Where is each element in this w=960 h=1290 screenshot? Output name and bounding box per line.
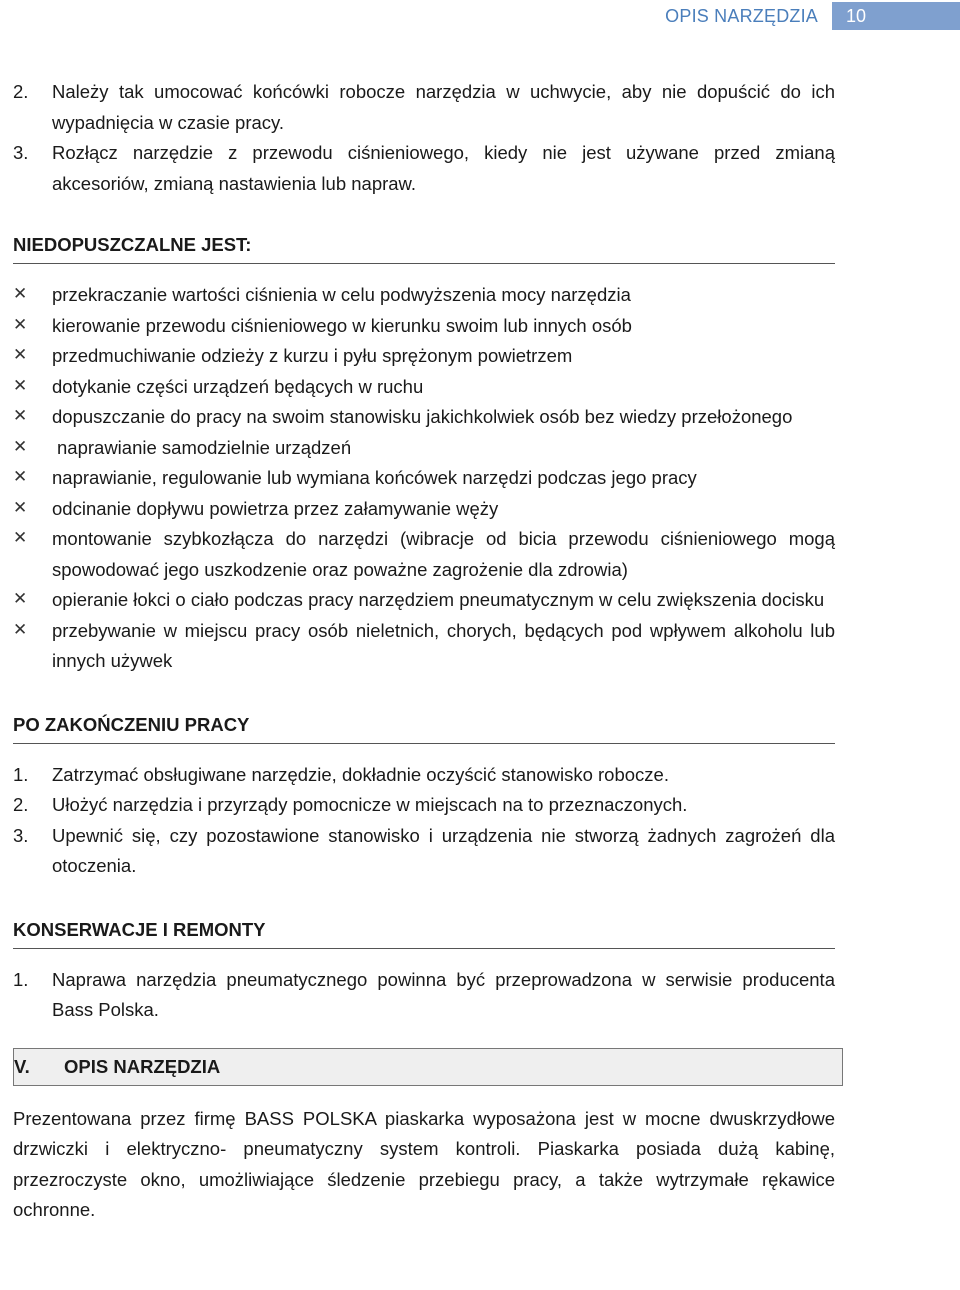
list-item bbox=[13, 965, 835, 1026]
item-text: Ułożyć narzędzia i przyrządy pomocnicze w miejscach na to przeznaczonych. bbox=[52, 794, 688, 815]
list-item bbox=[13, 790, 835, 821]
item-text: Rozłącz narzędzie z przewodu ciśnieniowego, kiedy nie jest używane przed zmianą akcesoriów, zmianą nastawienia lub napraw. bbox=[52, 142, 835, 194]
list-item bbox=[13, 77, 835, 138]
item-text: Zatrzymać obsługiwane narzędzie, dokładnie oczyścić stanowisko robocze. bbox=[52, 763, 669, 785]
cross-icon: ✕ bbox=[13, 619, 28, 639]
item-number: 3. bbox=[13, 824, 29, 846]
list-item bbox=[13, 616, 835, 677]
item-number: 2. bbox=[13, 81, 29, 102]
cross-icon: ✕ bbox=[13, 345, 28, 364]
cross-icon: ✕ bbox=[13, 467, 28, 486]
item-number: 1. bbox=[13, 968, 29, 990]
page-number: 10 bbox=[832, 2, 960, 30]
item-number: 2. bbox=[13, 794, 29, 815]
item-text: dotykanie części urządzeń będących w ruchu bbox=[52, 375, 424, 397]
list-item bbox=[13, 311, 835, 342]
cross-icon: ✕ bbox=[13, 375, 28, 395]
list-item bbox=[13, 524, 835, 585]
cross-icon: ✕ bbox=[13, 497, 28, 517]
cross-icon: ✕ bbox=[13, 589, 28, 608]
header-title: OPIS NARZĘDZIA bbox=[665, 6, 818, 26]
list-item bbox=[13, 280, 835, 311]
section-title: OPIS NARZĘDZIA bbox=[64, 1055, 221, 1077]
document-body bbox=[13, 77, 835, 1226]
after-work-heading: PO ZAKOŃCZENIU PRACY bbox=[13, 713, 835, 744]
list-item bbox=[13, 821, 835, 882]
maintenance-heading: KONSERWACJE I REMONTY bbox=[13, 918, 835, 949]
item-text: Naprawa narzędzia pneumatycznego powinna być przeprowadzona w serwisie producenta Bass Polska. bbox=[52, 968, 835, 1020]
list-item bbox=[13, 138, 835, 199]
intro-list bbox=[13, 77, 835, 199]
item-text: Upewnić się, czy pozostawione stanowisko i urządzenia nie stworzą żadnych zagrożeń dla otoczenia. bbox=[52, 824, 835, 876]
item-text: odcinanie dopływu powietrza przez załamywanie węży bbox=[52, 497, 499, 519]
forbidden-list bbox=[13, 280, 835, 677]
section-v-heading bbox=[13, 1048, 843, 1086]
maintenance-list bbox=[13, 965, 835, 1026]
description-paragraph: Prezentowana przez firmę BASS POLSKA piaskarka wyposażona jest w mocne dwuskrzydłowe drzwiczki i elektryczno- pneumatyczny system kontroli. Piaskarka posiada dużą kabinę, przezroczyste okno, umożliwiające śledzenie przebiegu pracy, a także wytrzymałe rękawice ochronne. bbox=[13, 1107, 835, 1220]
after-work-list bbox=[13, 760, 835, 882]
list-item bbox=[13, 760, 835, 791]
list-item bbox=[13, 402, 835, 433]
item-text: Należy tak umocować końcówki robocze narzędzia w uchwycie, aby nie dopuścić do ich wypadnięcia w czasie pracy. bbox=[52, 81, 835, 133]
cross-icon: ✕ bbox=[13, 436, 28, 456]
item-text: kierowanie przewodu ciśnieniowego w kierunku swoim lub innych osób bbox=[52, 314, 632, 336]
item-text: przedmuchiwanie odzieży z kurzu i pyłu sprężonym powietrzem bbox=[52, 345, 573, 366]
item-text: naprawianie, regulowanie lub wymiana końcówek narzędzi podczas jego pracy bbox=[52, 467, 697, 488]
item-number: 1. bbox=[13, 763, 29, 785]
cross-icon: ✕ bbox=[13, 406, 28, 425]
item-text: przebywanie w miejscu pracy osób nieletnich, chorych, będących pod wpływem alkoholu lub innych używek bbox=[52, 619, 835, 671]
list-item bbox=[13, 372, 835, 403]
list-item bbox=[13, 433, 835, 464]
cross-icon: ✕ bbox=[13, 314, 28, 334]
forbidden-heading: NIEDOPUSZCZALNE JEST: bbox=[13, 233, 835, 264]
cross-icon: ✕ bbox=[13, 284, 28, 303]
list-item bbox=[13, 463, 835, 494]
item-text: opieranie łokci o ciało podczas pracy narzędziem pneumatycznym w celu zwiększenia docisku bbox=[52, 589, 825, 610]
list-item bbox=[13, 341, 835, 372]
section-number: V. bbox=[14, 1055, 30, 1077]
list-item bbox=[13, 494, 835, 525]
list-item bbox=[13, 585, 835, 616]
page-header bbox=[665, 2, 960, 30]
item-text: naprawianie samodzielnie urządzeń bbox=[57, 436, 352, 458]
item-text: montowanie szybkozłącza do narzędzi (wibracje od bicia przewodu ciśnieniowego mogą spowodować jego uszkodzenie oraz poważne zagrożenie dla zdrowia) bbox=[52, 528, 835, 580]
cross-icon: ✕ bbox=[13, 528, 28, 547]
item-text: przekraczanie wartości ciśnienia w celu podwyższenia mocy narzędzia bbox=[52, 284, 631, 305]
item-text: dopuszczanie do pracy na swoim stanowisku jakichkolwiek osób bez wiedzy przełożonego bbox=[52, 406, 793, 427]
item-number: 3. bbox=[13, 142, 29, 163]
